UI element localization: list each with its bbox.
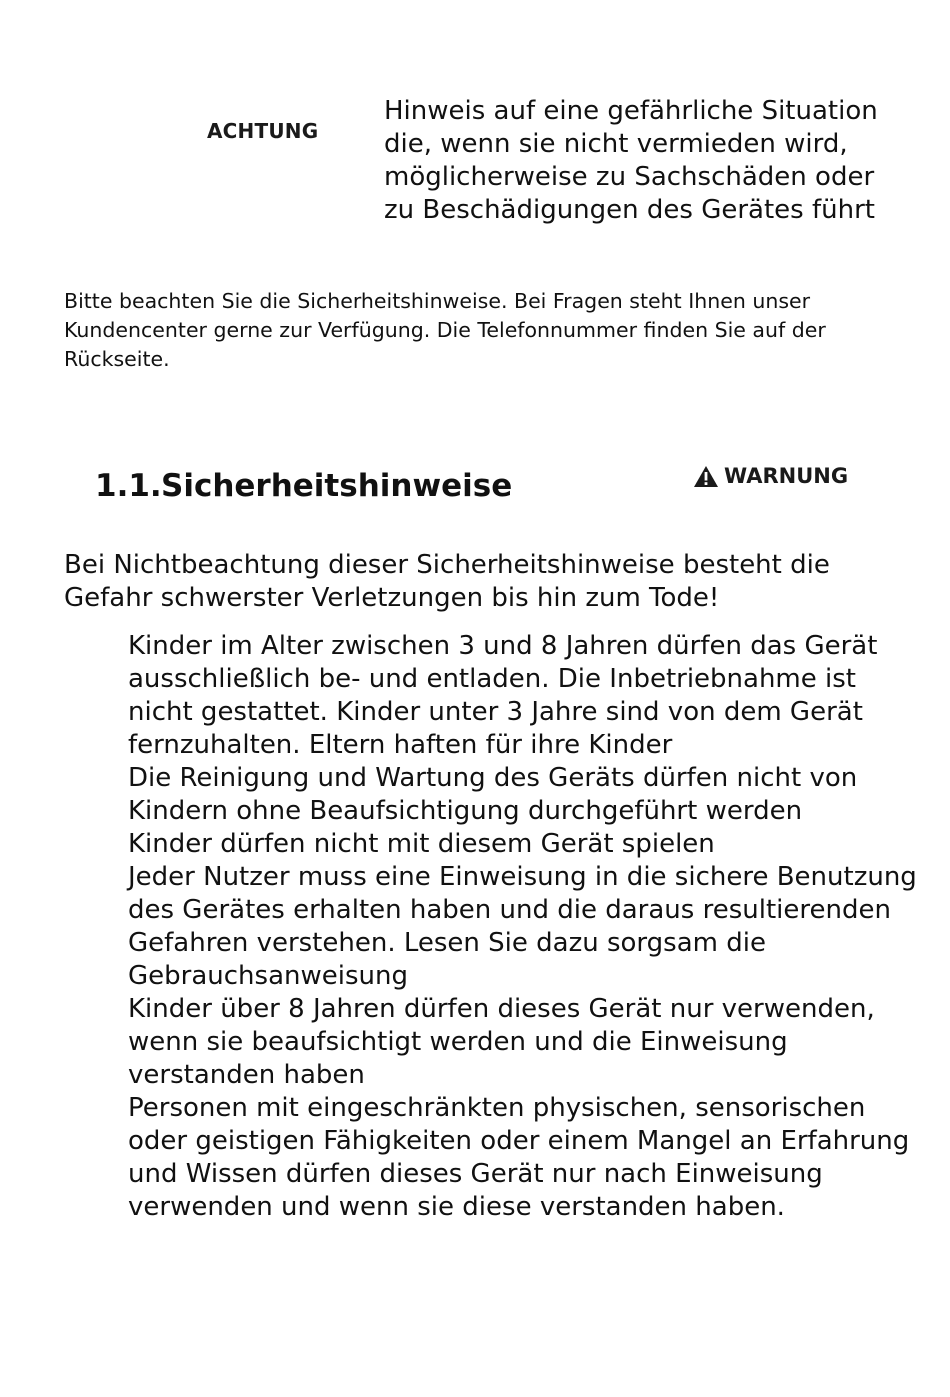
list-item: Kinder über 8 Jahren dürfen dieses Gerät nur verwenden, wenn sie beaufsichtigt werden und die Einweisung verstanden haben	[128, 994, 875, 1090]
safety-list	[128, 630, 918, 1224]
notice-text: Hinweis auf eine gefährliche Situation die, wenn sie nicht vermieden wird, möglicherweise zu Sachschäden oder zu Beschädigungen des Gerätes führt	[384, 96, 878, 225]
list-item: Jeder Nutzer muss eine Einweisung in die sichere Benutzung des Gerätes erhalten haben und die daraus resultierenden Gefahren verstehen. Lesen Sie dazu sorgsam die Gebrauchsanweisung	[128, 862, 917, 991]
list-item: Kinder dürfen nicht mit diesem Gerät spielen	[128, 829, 715, 859]
list-item: Personen mit eingeschränkten physischen, sensorischen oder geistigen Fähigkeiten oder einem Mangel an Erfahrung und Wissen dürfen dieses Gerät nur nach Einweisung verwenden und wenn sie diese verstanden haben.	[128, 1093, 910, 1222]
danger-statement: Bei Nichtbeachtung dieser Sicherheitshinweise besteht die Gefahr schwerster Verletzungen bis hin zum Tode!	[64, 550, 830, 613]
notice-label: ACHTUNG	[207, 119, 319, 143]
warning-triangle-icon	[693, 465, 719, 488]
section-number: 1.1.	[95, 468, 162, 504]
list-item: Kinder im Alter zwischen 3 und 8 Jahren dürfen das Gerät ausschließlich be- und entladen. Die Inbetriebnahme ist nicht gestattet. Kinder unter 3 Jahre sind von dem Gerät fernzuhalten. Eltern haften für ihre Kinder	[128, 631, 878, 760]
warning-badge	[693, 464, 848, 488]
section-title: Sicherheitshinweise	[161, 468, 513, 504]
list-item: Die Reinigung und Wartung des Geräts dürfen nicht von Kindern ohne Beaufsichtigung durchgeführt werden	[128, 763, 858, 826]
warning-label: WARNUNG	[724, 464, 849, 488]
section-heading	[95, 468, 512, 504]
intro-paragraph: Bitte beachten Sie die Sicherheitshinweise. Bei Fragen steht Ihnen unser Kundencenter gerne zur Verfügung. Die Telefonnummer finden Sie auf der Rückseite.	[64, 289, 826, 371]
